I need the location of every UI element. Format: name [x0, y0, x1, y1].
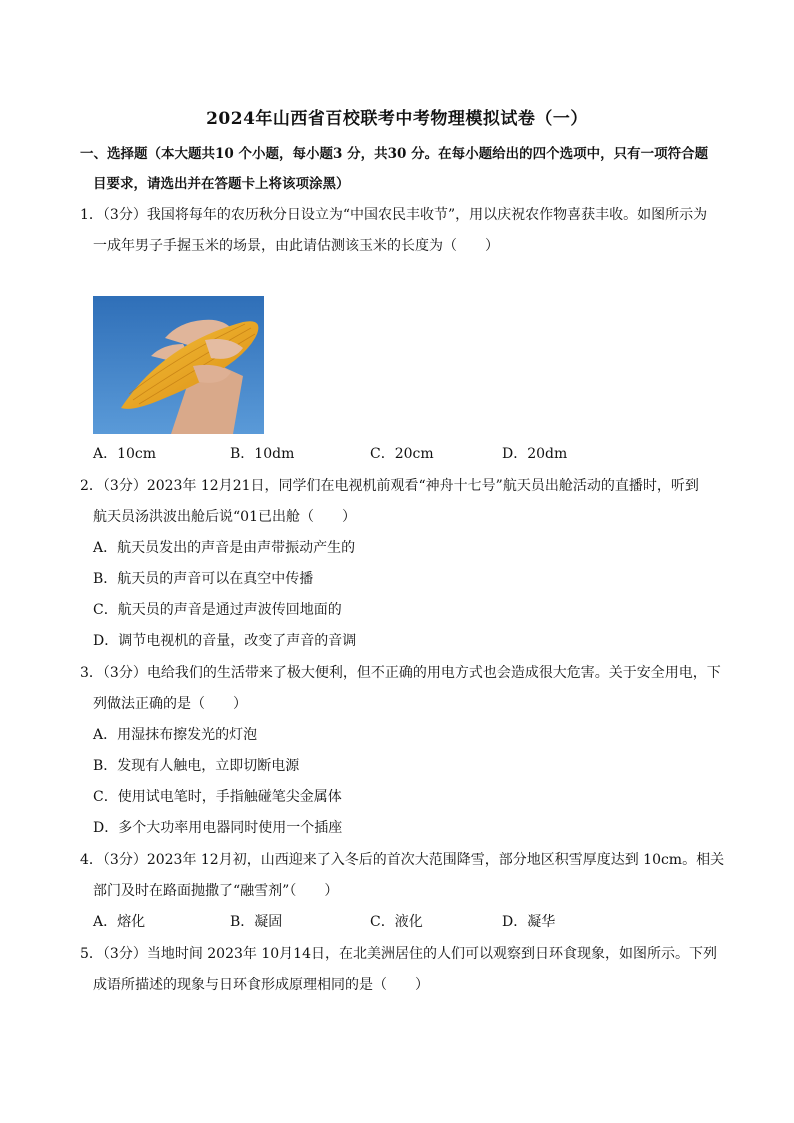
- section-header-line2: 目要求，请选出并在答题卡上将该项涂黑）: [93, 176, 350, 192]
- q3-option-b: B．发现有人触电，立即切断电源: [93, 758, 300, 774]
- q3-option-d: D．多个大功率用电器同时使用一个插座: [93, 820, 343, 836]
- q2-option-b: B．航天员的声音可以在真空中传播: [93, 571, 314, 587]
- question-2-line1: 2．（3分）2023年 12月21日，同学们在电视机前观看“神舟十七号”航天员出舱活动的直播时，听到: [80, 478, 699, 494]
- q3-option-c: C．使用试电笔时，手指触碰笔尖金属体: [93, 789, 342, 805]
- question-1-line1: 1．（3分）我国将每年的农历秋分日设立为“中国农民丰收节”，用以庆祝农作物喜获丰收。如图所示为: [80, 207, 708, 223]
- question-3-line2: 列做法正确的是（ ）: [93, 696, 247, 712]
- q2-option-d: D．调节电视机的音量，改变了声音的音调: [93, 633, 357, 649]
- corn-in-hand-image: [93, 296, 264, 434]
- q4-option-d: D．凝华: [502, 914, 556, 930]
- q3-option-a: A．用湿抹布擦发光的灯泡: [93, 727, 258, 743]
- question-2-line2: 航天员汤洪波出舱后说“01已出舱（ ）: [93, 509, 356, 525]
- q1-option-a: A．10cm: [93, 446, 157, 462]
- question-3-line1: 3．（3分）电给我们的生活带来了极大便利，但不正确的用电方式也会造成很大危害。关于安全用电，下: [80, 665, 721, 681]
- q1-option-c: C．20cm: [370, 446, 434, 462]
- question-1-line2: 一成年男子手握玉米的场景，由此请估测该玉米的长度为（ ）: [93, 238, 499, 254]
- q4-option-c: C．液化: [370, 914, 423, 930]
- q4-option-a: A．熔化: [93, 914, 146, 930]
- question-5-line1: 5．（3分）当地时间 2023年 10月14日，在北美洲居住的人们可以观察到日环食现象，如图所示。下列: [80, 946, 717, 962]
- q1-option-b: B．10dm: [230, 446, 295, 462]
- q2-option-a: A．航天员发出的声音是由声带振动产生的: [93, 540, 356, 556]
- question-5-line2: 成语所描述的现象与日环食形成原理相同的是（ ）: [93, 977, 429, 993]
- q2-option-c: C．航天员的声音是通过声波传回地面的: [93, 602, 342, 618]
- section-header-line1: 一、选择题（本大题共10 个小题，每小题3 分，共30 分。在每小题给出的四个选项中，只有一项符合题: [80, 146, 709, 162]
- question-4-line2: 部门及时在路面抛撒了“融雪剂”（ ）: [93, 883, 339, 899]
- page-title: 2024年山西省百校联考中考物理模拟试卷（一）: [206, 109, 588, 129]
- corn-in-hand-figure: [93, 296, 264, 434]
- question-4-line1: 4．（3分）2023年 12月初，山西迎来了入冬后的首次大范围降雪，部分地区积雪厚度达到 10cm。相关: [80, 852, 725, 868]
- q4-option-b: B．凝固: [230, 914, 283, 930]
- q1-option-d: D．20dm: [502, 446, 568, 462]
